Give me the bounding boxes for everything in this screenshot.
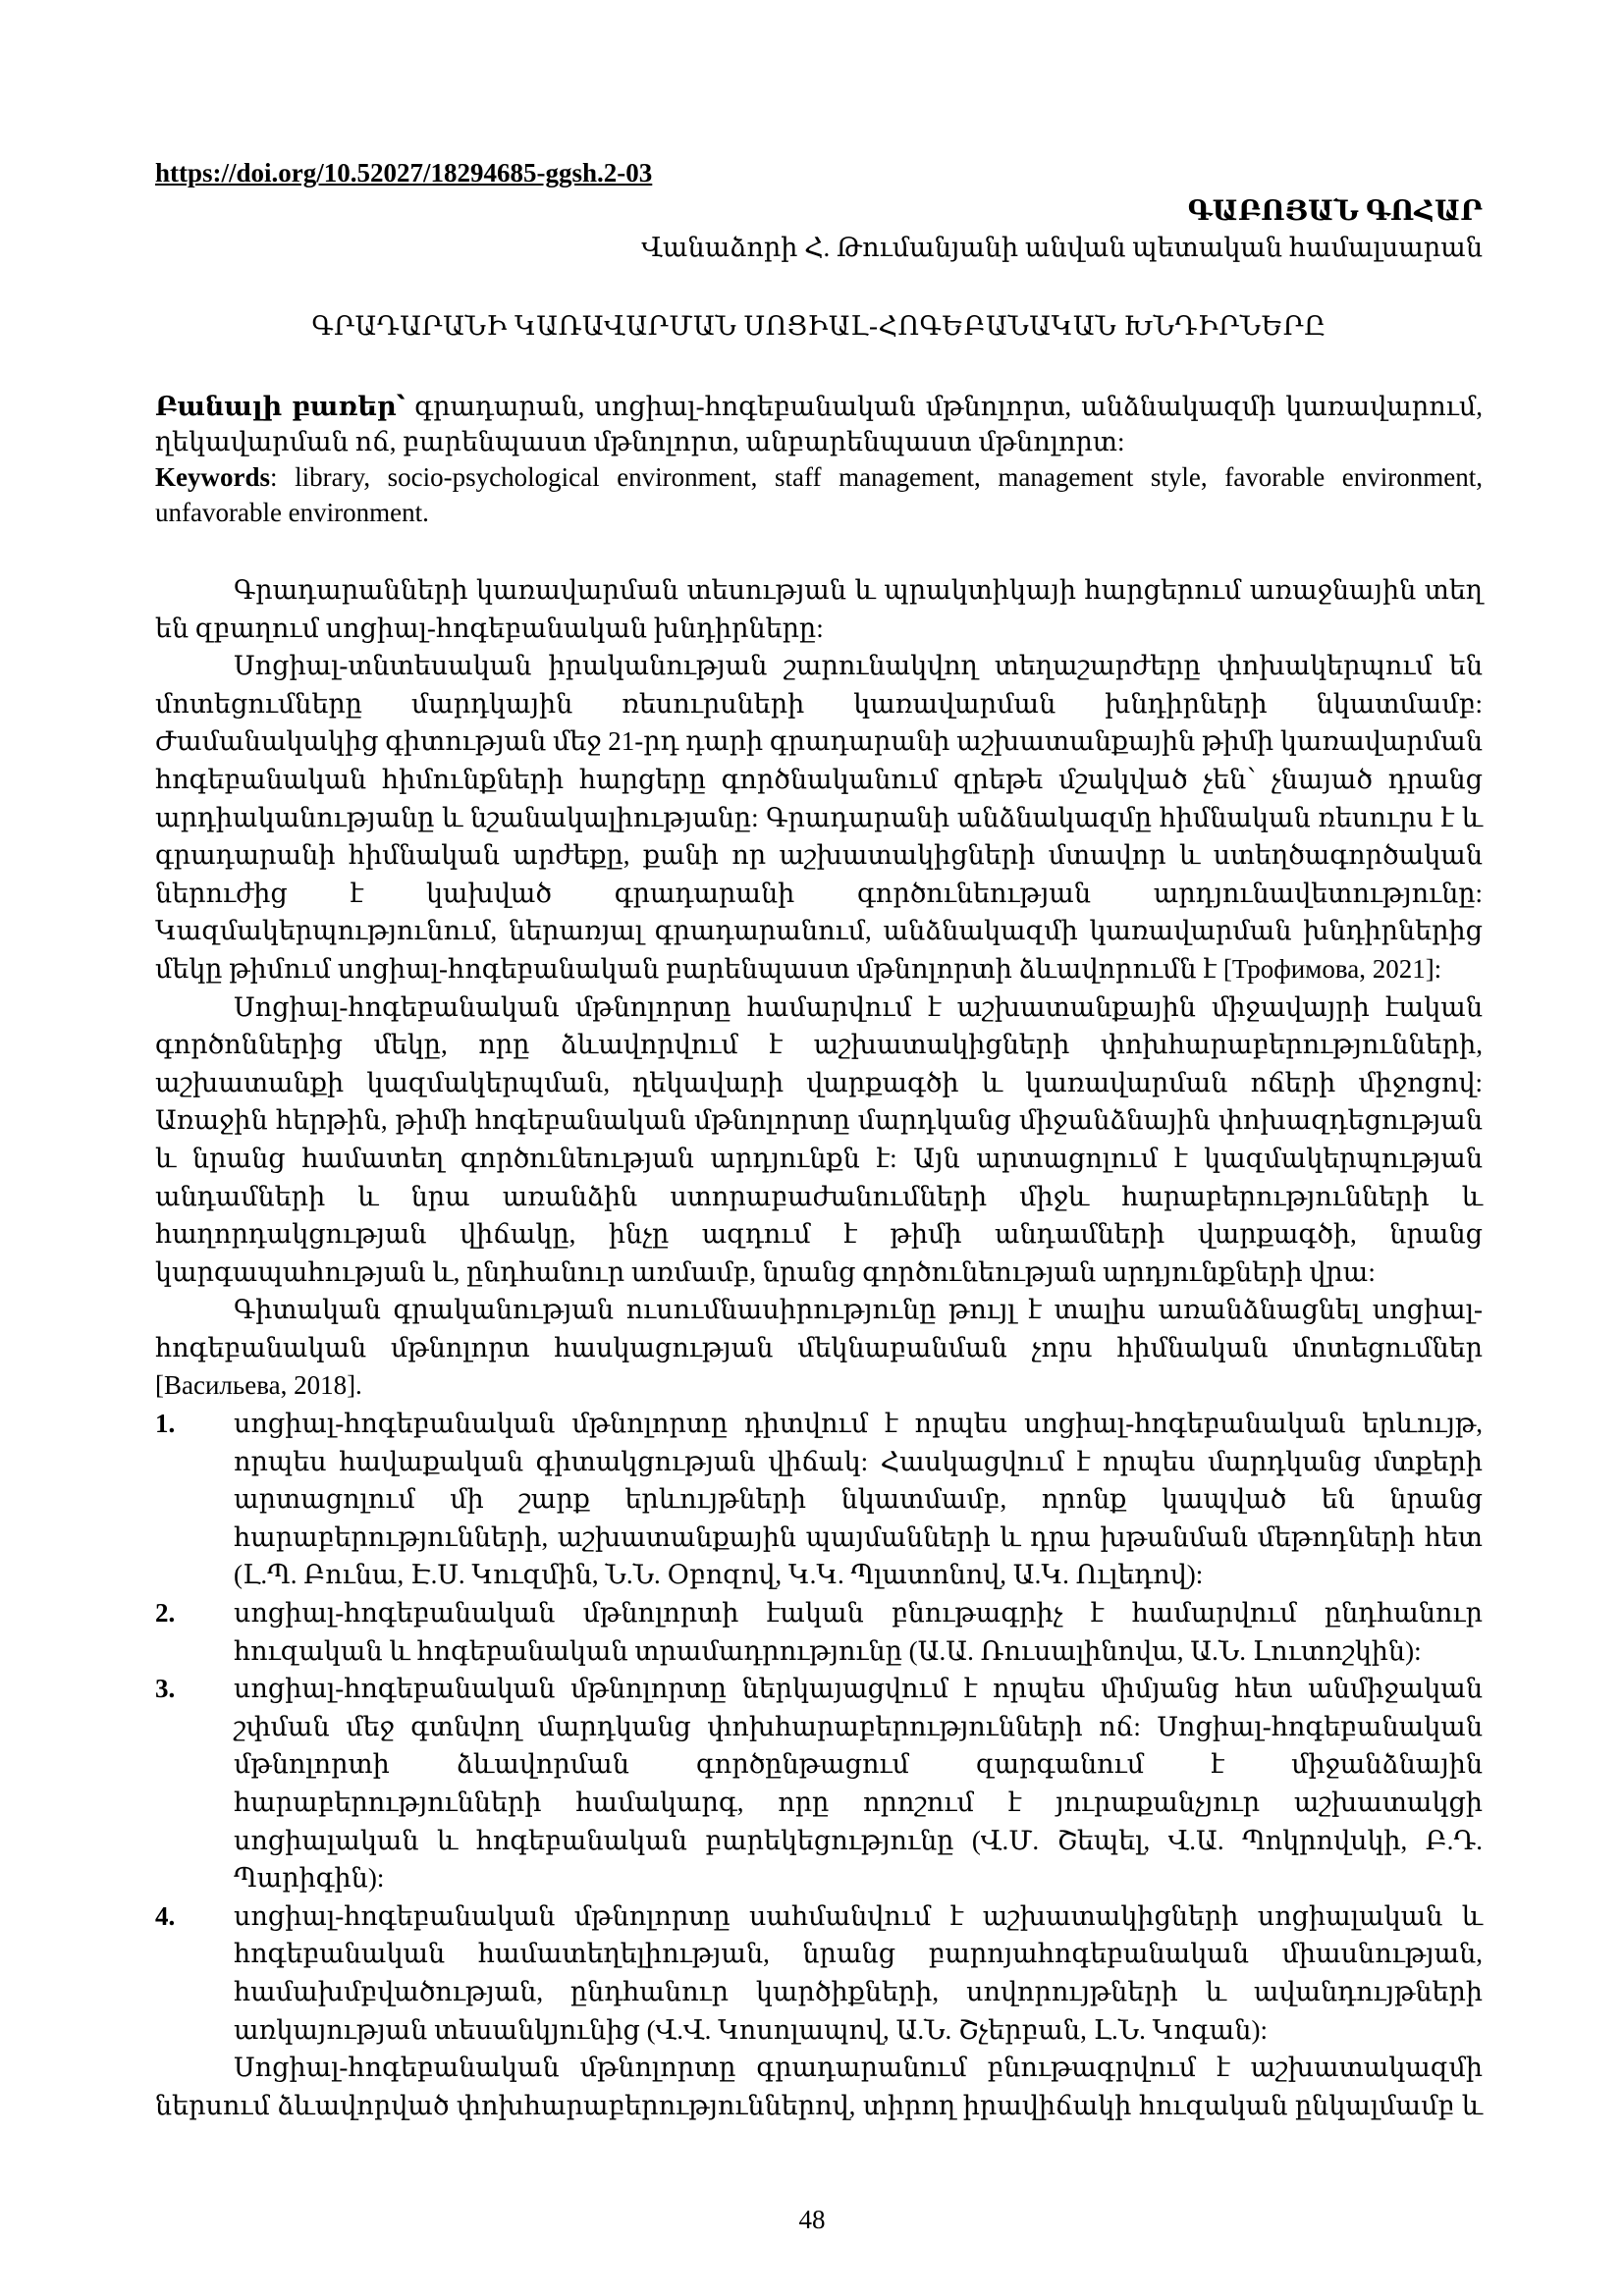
- keywords-en-label: Keywords: [155, 462, 270, 492]
- list-item: [155, 1897, 1483, 2049]
- list-item-number: 4.: [155, 1900, 176, 1931]
- list-item: [155, 1405, 1483, 1594]
- approaches-list: [155, 1405, 1483, 2049]
- page-body: [155, 155, 1483, 2124]
- author-name: ԳԱԲՈՅԱՆ ԳՈՀԱՐ: [1187, 196, 1483, 227]
- list-item-text: սոցիալ-հոգեբանական մթնոլորտի էական բնութագրիչ է համարվում ընդհանուր հուզական և հոգեբանական տրամադրությունը (Ա.Ա. Ռուսալինովա, Ա.Ն. Լուտոշկին):: [234, 1598, 1483, 1666]
- list-item-text: սոցիալ-հոգեբանական մթնոլորտը ներկայացվում է որպես միմյանց հետ անմիջական շփման մեջ գտնվող մարդկանց փոխհարաբերությունների ոճ: Սոցիալ-հոգեբանական մթնոլորտի ձևավորման գործընթացում զարգանում է միջանձնային հարաբերությունների համակարգ, որը որոշում է յուրաքանչյուր աշխատակցի սոցիալական և հոգեբանական բարեկեցությունը (Վ.Մ. Շեպել, Վ.Ա. Պոկրովսկի, Բ.Դ. Պարիգին):: [234, 1674, 1483, 1894]
- keywords-hy-text: գրադարան, սոցիալ-հոգեբանական մթնոլորտ, անձնակազմի կառավարում, ղեկավարման ոճ, բարենպաստ մթնոլորտ, անբարենպաստ մթնոլորտ:: [155, 392, 1483, 456]
- list-item-number: 1.: [155, 1409, 176, 1439]
- author-affiliation: Վանաձորի Հ. Թումանյանի անվան պետական համալսարան: [641, 233, 1483, 262]
- list-item-number: 2.: [155, 1598, 176, 1629]
- paragraph: Գրադարանների կառավարման տեսության և պրակտիկայի հարցերում առաջնային տեղ են զբաղում սոցիալ-հոգեբանական խնդիրները:: [155, 575, 1483, 643]
- list-item: [155, 1670, 1483, 1897]
- list-item: [155, 1594, 1483, 1670]
- doi-link[interactable]: https://doi.org/10.52027/18294685-ggsh.2-03: [155, 158, 653, 187]
- paragraph: Սոցիալ-տնտեսական իրականության շարունակվող տեղաշարժերը փոխակերպում են մոտեցումները մարդկային ռեսուրսների կառավարման խնդիրների նկատմամբ: Ժամանակակից գիտության մեջ 21-րդ դարի գրադարանի աշխատանքային թիմի կառավարման հոգեբանական հիմունքների հարցերը գործնականում զրեթե մշակված չեն՝ չնայած դրանց արդիականությանը և նշանակալիությանը: Գրադարանի անձնակազմը հիմնական ռեսուրս է և գրադարանի հիմնական արժեքը, քանի որ աշխատակիցների մտավոր և ստեղծագործական ներուժից է կախված գրադարանի գործունեության արդյունավետությունը: Կազմակերպությունում, ներառյալ գրադարանում, անձնակազմի կառավարման խնդիրներից մեկը թիմում սոցիալ-հոգեբանական բարենպաստ մթնոլորտի ձևավորումն է [Трофимова, 2021]:: [155, 651, 1483, 984]
- paragraph: Սոցիալ-հոգեբանական մթնոլորտը համարվում է աշխատանքային միջավայրի էական գործոններից մեկը, որը ձևավորվում է աշխատակիցների փոխհարաբերությունների, աշխատանքի կազմակերպման, ղեկավարի վարքագծի և կառավարման ոճերի միջոցով: Առաջին հերթին, թիմի հոգեբանական մթնոլորտը մարդկանց միջանձնային փոխազդեցության և նրանց համատեղ գործունեության արդյունքն է: Այն արտացոլում է կազմակերպության անդամների և նրա առանձին ստորաբաժանումների միջև հարաբերությունների և հաղորդակցության վիճակը, ինչը ազդում է թիմի անդամների վարքագծի, նրանց կարգապահության և, ընդհանուր առմամբ, նրանց գործունեության արդյունքների վրա:: [155, 991, 1483, 1287]
- keywords-en-text: : library, socio-psychological environment, staff management, management style, favorable environment, unfavorable environment.: [155, 462, 1483, 527]
- keywords-hy-label: Բանալի բառեր՝: [155, 392, 406, 421]
- paragraph-final: Սոցիալ-հոգեբանական մթնոլորտը գրադարանում բնութագրվում է աշխատակազմի ներսում ձևավորված փոխհարաբերություններով, տիրող իրավիճակի հուզական ընկալմամբ և: [155, 2053, 1483, 2120]
- list-item-text: սոցիալ-հոգեբանական մթնոլորտը սահմանվում է աշխատակիցների սոցիալական և հոգեբանական համատեղելիության, նրանց բարոյահոգեբանական միասնության, համախմբվածության, ընդհանուր կարծիքների, սովորույթների և ավանդույթների առկայության տեսանկյունից (Վ.Վ. Կոսոլապով, Ա.Ն. Շչերբան, Լ.Ն. Կոգան):: [234, 1900, 1483, 2045]
- list-item-number: 3.: [155, 1674, 176, 1704]
- paragraph: Գիտական գրականության ուսումնասիրությունը թույլ է տալիս առանձնացնել սոցիալ-հոգեբանական մթնոլորտ հասկացության մեկնաբանման չորս հիմնական մոտեցումներ [Васильева, 2018].: [155, 1295, 1483, 1401]
- keywords-en: [155, 459, 1483, 530]
- keywords-hy: [155, 389, 1483, 459]
- list-item-text: սոցիալ-հոգեբանական մթնոլորտը դիտվում է որպես սոցիալ-հոգեբանական երևույթ, որպես հավաքական գիտակցության վիճակ: Հասկացվում է որպես մարդկանց մտքերի արտացոլում մի շարք երևույթների նկատմամբ, որոնք կապված են նրանց հարաբերությունների, աշխատանքային պայմանների և դրա խթանման մեթոդների հետ (Լ.Պ. Բունա, Է.Ս. Կուզմին, Ն.Ն. Օբոզով, Կ.Կ. Պլատոնով, Ա.Կ. Ուլեդով):: [234, 1409, 1483, 1590]
- article-title: ԳՐԱԴԱՐԱՆԻ ԿԱՌԱՎԱՐՄԱՆ ՍՈՑԻԱԼ-ՀՈԳԵԲԱՆԱԿԱՆ ԽՆԴԻՐՆԵՐԸ: [311, 311, 1326, 341]
- page-number: 48: [798, 2205, 826, 2234]
